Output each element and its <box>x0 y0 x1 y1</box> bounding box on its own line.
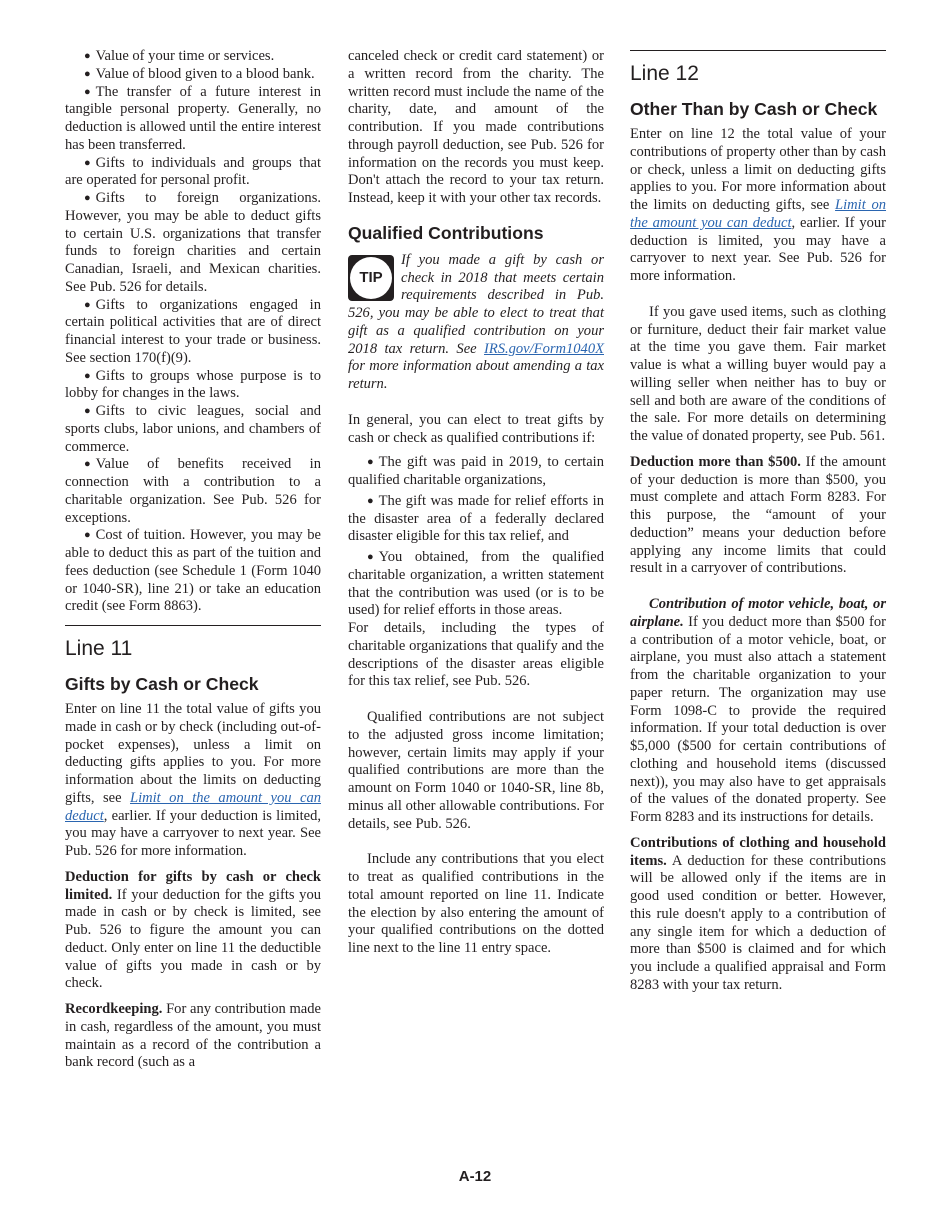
clothing-paragraph: Contributions of clothing and household items. A deduction for these contributions will be allowed only if the items are in good used condition or better. However, this rule doesn't apply to a contribution of any single item for which a deduction of more than $500 is claimed and for which you include a qualified appraisal and Form 8283 with your tax return. <box>630 834 886 993</box>
list-item: ● Gifts to civic leagues, social and sports clubs, labor unions, and chambers of commerce. <box>65 403 321 455</box>
list-item: ● Cost of tuition. However, you may be able to deduct this as part of the tuition and fees deduction (see Schedule 1 (Form 1040 or 1040-SR), line 21) or take an education credit (see Form 8863). <box>65 527 321 615</box>
limit-on-amount-link[interactable]: Limit on the amount you can deduct <box>630 197 887 231</box>
bullet-icon: ● <box>84 50 91 62</box>
irs-form1040x-link[interactable]: IRS.gov/Form1040X <box>484 340 604 357</box>
line-11-subheading: Gifts by Cash or Check <box>65 674 259 694</box>
bullet-icon: ● <box>84 529 91 542</box>
tip-text: If you made a gift by cash or check in 2018 that meets certain requirements described in Pub. 526, you may be able to elect to treat that gift as a qualified contribution on your 2018 tax return. See IRS.gov/Form1040X for more information about amending a tax return. <box>348 251 604 392</box>
qualified-contributions-heading: Qualified Contributions <box>348 222 544 243</box>
elect-paragraph: In general, you can elect to treat gifts by cash or check as qualified contributions if: <box>348 411 604 446</box>
records-paragraph: canceled check or credit card statement) or a written record from the charity. The written record must include the name of the charity, date, and amount of the contribution. If you made contributions through payroll deduction, see Pub. 526 for information on the records you must keep. Don't attach the record to your tax return. Instead, keep it with your other tax records. <box>348 48 604 206</box>
section-divider <box>65 625 321 626</box>
used-items-paragraph: If you gave used items, such as clothing or furniture, deduct their fair market value at the time you gave them. Fair market value is what a willing buyer would pay a willing seller when neither has to buy or sell and both are aware of the conditions of the sale. For more details on determining the value of donated property, see Pub. 561. <box>630 303 886 444</box>
line-12-paragraph: Enter on line 12 the total value of your contributions of property other than by cash or check, unless a limit on deducting gifts applies to you. For more information about the limits on deducting gifts, see Limit on the amount you can deduct, earlier. If your deduction is limited, you may have a carryover to next year. See Pub. 526 for more information. <box>630 126 887 284</box>
limit-on-amount-link[interactable]: Limit on the amount you can deduct <box>65 789 321 824</box>
list-item: ● The gift was made for relief efforts in the disaster area of a federally declared disaster eligible for this tax relief, and <box>348 492 604 545</box>
bullet-icon: ● <box>84 192 91 204</box>
bullet-icon: ● <box>84 156 91 169</box>
list-item: ● Gifts to individuals and groups that are operated for personal profit. <box>65 154 321 189</box>
list-item: ● Value of blood given to a blood bank. <box>84 65 315 82</box>
section-divider <box>630 50 886 51</box>
column-left <box>65 48 321 1072</box>
bullet-icon: ● <box>367 494 374 507</box>
bullet-icon: ● <box>84 369 91 382</box>
bullet-icon: ● <box>84 405 91 417</box>
list-item: ● Gifts to foreign organizations. However, you may be able to deduct gifts to certain U.S. organizations that transfer funds to foreign charities and certain Canadian, Israeli, and Mexican charities. See Pub. 526 for details. <box>65 190 321 295</box>
list-item: ● The gift was paid in 2019, to certain qualified charitable organizations, <box>348 454 604 488</box>
page-number: A-12 <box>458 1168 492 1185</box>
line-12-heading: Line 12 <box>630 62 699 85</box>
include-paragraph: Include any contributions that you elect to treat as qualified contributions in the total amount reported on line 11. Indicate the election by also entering the amount of your qualified contributions on the dotted line next to the line 11 entry space. <box>348 851 604 956</box>
agi-paragraph: Qualified contributions are not subject to the adjusted gross income limitation; however, certain limits may apply if your qualified contributions are more than the amount on Form 1040 or 1040-SR, line 8b, minus all other allowable contributions. For details, see Pub. 526. <box>348 709 604 832</box>
list-item: ● The transfer of a future interest in tangible personal property. Generally, no deduction is allowed until the entire interest has been transferred. <box>65 83 321 153</box>
list-item: ● Gifts to groups whose purpose is to lobby for changes in the laws. <box>65 367 321 402</box>
bullet-icon: ● <box>367 456 374 469</box>
bullet-icon: ● <box>84 458 91 471</box>
list-item: ● Value of your time or services. <box>84 48 275 64</box>
line-11-heading: Line 11 <box>65 637 133 660</box>
bullet-icon: ● <box>367 551 374 563</box>
deduction-limited-paragraph: Deduction for gifts by cash or check limited. If your deduction for the gifts you made in cash or by check is limited, see Pub. 526 to figure the amount you can deduct. Only enter on line 11 the deductible value of gifts you made in cash or by check. <box>65 868 321 992</box>
line-11-paragraph: Enter on line 11 the total value of gifts you made in cash or by check (including out-of-pocket expenses), unless a limit on deducting gifts applies to you. For more information about the limits on deducting gifts, see Limit on the amount you can deduct, earlier. If your deduction is limited, you may have a carryover to next year. See Pub. 526 for more information. <box>65 701 321 859</box>
column-middle <box>348 48 604 958</box>
list-item: ● You obtained, from the qualified charitable organization, a written statement that the contribution was used (or is to be used) for relief efforts in those areas. <box>348 549 604 619</box>
tip-label: TIP <box>350 257 392 299</box>
column-right <box>630 50 886 995</box>
list-item: ● Gifts to organizations engaged in certain political activities that are of direct financial interest to your trade or business. See section 170(f)(9). <box>65 296 321 366</box>
bullet-icon: ● <box>84 67 91 80</box>
line-12-subheading: Other Than by Cash or Check <box>630 99 878 119</box>
tip-icon <box>348 255 394 301</box>
recordkeeping-paragraph: Recordkeeping. For any contribution made in cash, regardless of the amount, you must maintain as a record of the contribution a bank record (such as a <box>65 1001 321 1071</box>
motor-vehicle-paragraph: Contribution of motor vehicle, boat, or airplane. If you deduct more than $500 for a contribution of a motor vehicle, boat, or airplane, you must also attach a statement from the charitable organization to your paper return. The organization may use Form 1098-C to provide the required information. If your total deduction is over $5,000 ($500 for certain contributions of clothing and household items (discussed next)), you may also have to get appraisals of the values of the donated property. See Form 8283 and its instructions for details. <box>630 596 886 825</box>
bullet-icon: ● <box>84 298 91 311</box>
bullet-icon: ● <box>84 85 91 98</box>
list-item: ● Value of benefits received in connection with a contribution to a charitable organization. See Pub. 526 for exceptions. <box>65 456 321 526</box>
deduction-over-500-paragraph: Deduction more than $500. If the amount of your deduction is more than $500, you must complete and attach Form 8283. For this purpose, the “amount of your deduction” means your deduction before applying any income limits that could result in a carryover of contributions. <box>630 453 886 577</box>
tip-box <box>348 252 604 394</box>
details-paragraph: For details, including the types of charitable organizations that qualify and the descriptions of the disaster areas eligible for this tax relief, see Pub. 526. <box>348 620 604 690</box>
